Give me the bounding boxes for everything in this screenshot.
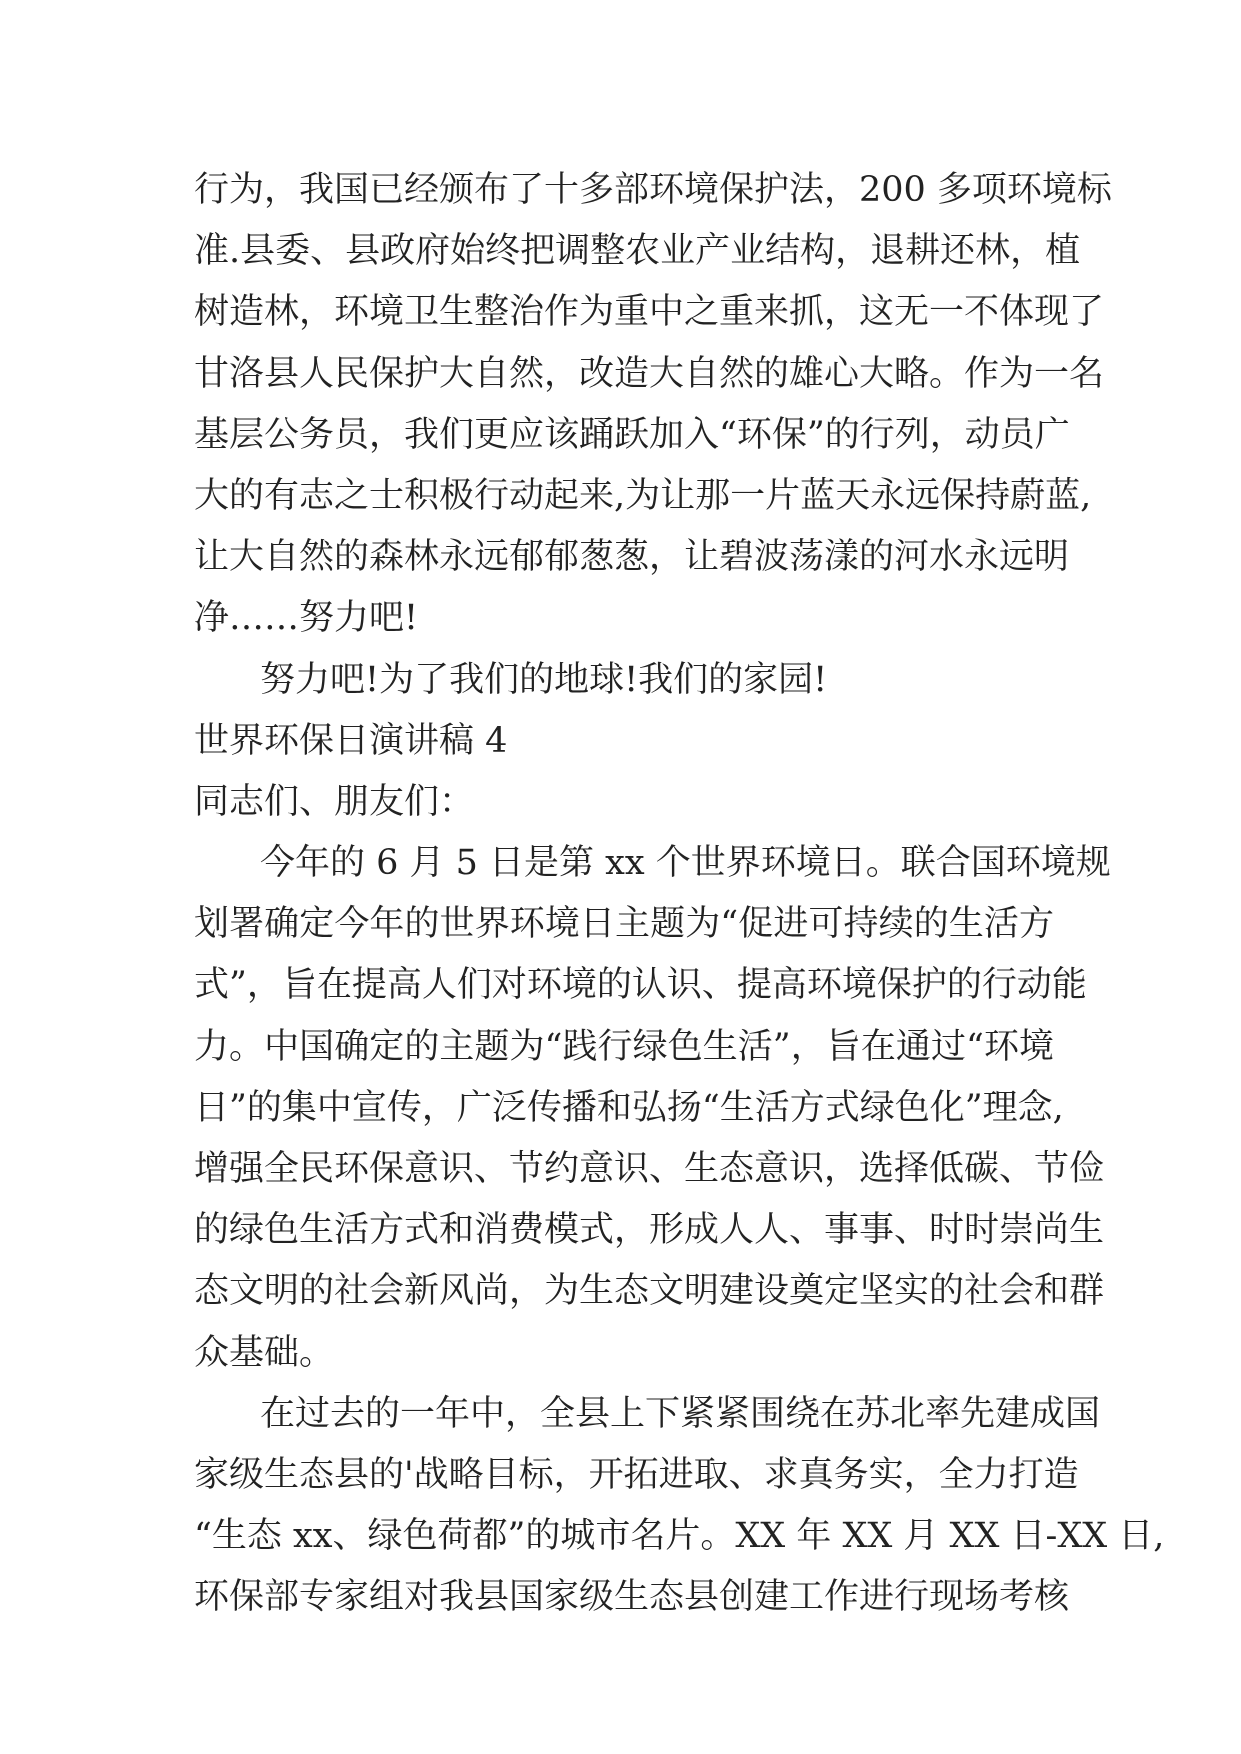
text-line: 同志们、朋友们： xyxy=(194,781,475,822)
text-line: 家级生态县的'战略目标，开拓进取、求真务实，全力打造 xyxy=(194,1454,1079,1495)
text-line: 划署确定今年的世界环境日主题为“促进可持续的生活方 xyxy=(194,904,1054,945)
text-line: 的绿色生活方式和消费模式，形成人人、事事、时时崇尚生 xyxy=(194,1210,1105,1251)
text-line: 净……努力吧! xyxy=(194,598,419,639)
text-line: 态文明的社会新风尚，为生态文明建设奠定坚实的社会和群 xyxy=(194,1271,1105,1312)
text-line: 行为，我国已经颁布了十多部环境保护法，200 多项环境标 xyxy=(194,170,1112,210)
text-line: 在过去的一年中，全县上下紧紧围绕在苏北率先建成国 xyxy=(260,1393,1101,1434)
text-line: 日”的集中宣传，广泛传播和弘扬“生活方式绿色化”理念, xyxy=(194,1087,1064,1128)
text-line: 甘洛县人民保护大自然，改造大自然的雄心大略。作为一名 xyxy=(194,353,1105,394)
text-line: 让大自然的森林永远郁郁葱葱，让碧波荡漾的河水永远明 xyxy=(194,537,1070,578)
text-line: 今年的 6 月 5 日是第 xx 个世界环境日。联合国环境规 xyxy=(260,843,1111,884)
text-line: 基层公务员，我们更应该踊跃加入“环保”的行列，动员广 xyxy=(194,414,1070,455)
text-line: 环保部专家组对我县国家级生态县创建工作进行现场考核 xyxy=(194,1577,1070,1618)
text-line: 树造林，环境卫生整治作为重中之重来抓，这无一不体现了 xyxy=(194,292,1105,333)
text-line: 世界环保日演讲稿 4 xyxy=(194,720,508,761)
document-body xyxy=(194,160,1165,1629)
text-line: “生态 xx、绿色荷都”的城市名片。XX 年 XX 月 XX 日-XX 日, xyxy=(194,1516,1165,1557)
text-line: 增强全民环保意识、节约意识、生态意识，选择低碳、节俭 xyxy=(194,1149,1105,1189)
text-line: 努力吧!为了我们的地球!我们的家园! xyxy=(260,659,828,700)
text-line: 式”，旨在提高人们对环境的认识、提高环境保护的行动能 xyxy=(194,965,1087,1006)
text-line: 众基础。 xyxy=(194,1332,335,1373)
text-line: 大的有志之士积极行动起来,为让那一片蓝天永远保持蔚蓝, xyxy=(194,475,1092,516)
text-line: 准.县委、县政府始终把调整农业产业结构，退耕还林，植 xyxy=(194,231,1081,272)
text-line: 力。中国确定的主题为“践行绿色生活”，旨在通过“环境 xyxy=(194,1026,1054,1067)
